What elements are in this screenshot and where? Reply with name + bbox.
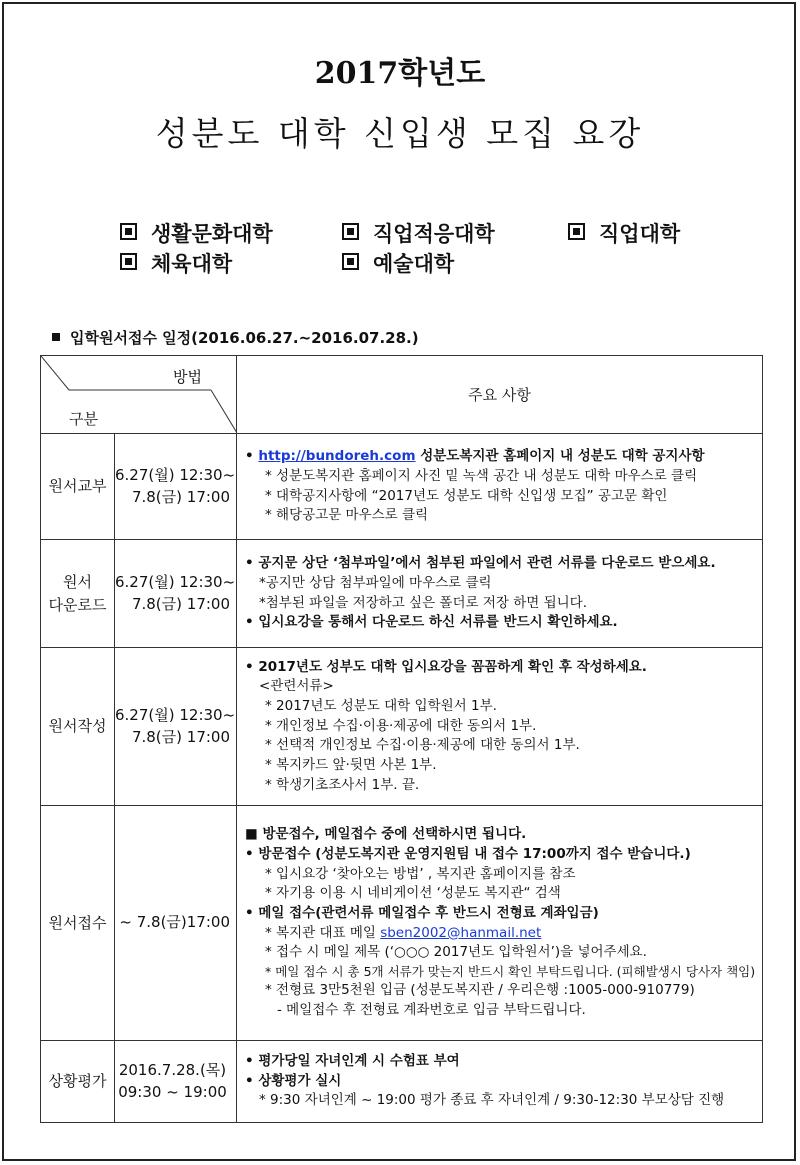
square-bullet-icon — [52, 333, 60, 341]
row-date: 6.27(월) 12:30~ 7.8(금) 17:00 — [115, 540, 237, 648]
row-content — [237, 1041, 763, 1123]
college-item — [120, 218, 273, 248]
header-category: 구분 — [69, 410, 98, 428]
header-main: 주요 사항 — [237, 356, 763, 434]
row-date: 6.27(월) 12:30~ 7.8(금) 17:00 — [115, 434, 237, 540]
list-item: *첨부된 파일을 저장하고 싶은 폴더로 저장 하면 됩니다. — [259, 594, 587, 611]
year-title: 2017학년도 — [314, 56, 486, 91]
row-category: 원서접수 — [41, 806, 115, 1041]
email-link[interactable]: sben2002@hanmail.net — [380, 924, 542, 941]
homepage-link[interactable]: http://bundoreh.com — [258, 448, 416, 465]
list-item: * 전형료 3만5천원 입금 (성분도복지관 / 우리은행 :1005-000-910779) — [265, 982, 695, 999]
list-item: * 해당공고문 마우스로 클릭 — [265, 507, 429, 524]
checkbox-square-icon — [568, 223, 585, 240]
college-name: 직업대학 — [599, 222, 681, 246]
list-item: * 자기용 이용 시 네비게이션 ‘성분도 복지관“ 검색 — [265, 885, 561, 902]
table-row — [41, 648, 763, 806]
list-item: • http://bundoreh.com 성분도복지관 홈페이지 내 성분도 대학 공지사항 — [245, 448, 705, 465]
list-item: * 메일 접수 시 총 5개 서류가 맞는지 반드시 확인 부탁드립니다. (피해발생시 당사자 책임) — [265, 964, 756, 980]
row-content — [237, 540, 763, 648]
row-content — [237, 806, 763, 1041]
list-item: * 개인정보 수집·이용·제공에 대한 동의서 1부. — [265, 717, 537, 734]
row-category: 원서교부 — [41, 434, 115, 540]
list-item: • 평가당일 자녀인계 시 수험표 부여 — [245, 1052, 460, 1069]
row-category: 상황평가 — [41, 1041, 115, 1123]
table-header-row — [41, 356, 763, 434]
row-date: 2016.7.28.(목) 09:30 ~ 19:00 — [115, 1041, 237, 1123]
schedule-table — [40, 355, 763, 1123]
college-name: 직업적응대학 — [373, 222, 495, 246]
college-item — [120, 248, 232, 278]
list-item: * 입시요강 ‘찾아오는 방법’ , 복지관 홈페이지를 참조 — [265, 865, 576, 882]
schedule-title: 입학원서접수 일정(2016.06.27.~2016.07.28.) — [70, 329, 419, 347]
row-date: 6.27(월) 12:30~ 7.8(금) 17:00 — [115, 648, 237, 806]
list-item: • 입시요강을 통해서 다운로드 하신 서류를 반드시 확인하세요. — [245, 614, 618, 631]
list-item: ■ 방문접수, 메일접수 중에 선택하시면 됩니다. — [245, 826, 527, 843]
checkbox-square-icon — [120, 223, 137, 240]
list-item: * 9:30 자녀인계 ~ 19:00 평가 종료 후 자녀인계 / 9:30-12:30 부모상담 진행 — [259, 1092, 725, 1109]
schedule-heading — [52, 327, 419, 348]
college-name: 체육대학 — [151, 252, 233, 276]
main-title: 성분도 대학 신입생 모집 요강 — [155, 114, 645, 153]
list-item: * 선택적 개인정보 수집·이용·제공에 대한 동의서 1부. — [265, 737, 580, 754]
table-row — [41, 434, 763, 540]
row-category: 원서작성 — [41, 648, 115, 806]
table-row — [41, 806, 763, 1041]
list-item: <관련서류> — [259, 678, 334, 695]
college-item — [568, 218, 680, 248]
header-method: 방법 — [173, 368, 202, 386]
table-row — [41, 1041, 763, 1123]
row-content — [237, 434, 763, 540]
college-name: 생활문화대학 — [151, 222, 273, 246]
list-item: • 공지문 상단 ‘첨부파일’에서 첨부된 파일에서 관련 서류를 다운로드 받으세요. — [245, 555, 716, 572]
list-item: • 방문접수 (성분도복지관 운영지원팀 내 접수 17:00까지 접수 받습니다.) — [245, 845, 691, 862]
list-item: - 메일접수 후 전형료 계좌번호로 입금 부탁드립니다. — [277, 1002, 586, 1019]
checkbox-square-icon — [342, 223, 359, 240]
checkbox-square-icon — [120, 253, 137, 270]
table-row — [41, 540, 763, 648]
row-content — [237, 648, 763, 806]
list-item: * 2017년도 성분도 대학 입학원서 1부. — [265, 697, 497, 714]
list-item: • 상황평가 실시 — [245, 1072, 342, 1089]
list-item: * 학생기초조사서 1부. 끝. — [265, 776, 420, 793]
list-item: * 대학공지사항에 “2017년도 성분도 대학 신입생 모집” 공고문 확인 — [265, 487, 668, 504]
college-name: 예술대학 — [373, 252, 455, 276]
college-item — [342, 218, 495, 248]
list-item: *공지만 상담 첨부파일에 마우스로 클릭 — [259, 574, 492, 591]
checkbox-square-icon — [342, 253, 359, 270]
list-item: * 성분도복지관 홈페이지 사진 밑 녹색 공간 내 성분도 대학 마우스로 클릭 — [265, 467, 698, 484]
list-item: • 메일 접수(관련서류 메일접수 후 반드시 전형료 계좌입금) — [245, 905, 599, 922]
row-date: ~ 7.8(금)17:00 — [115, 806, 237, 1041]
list-item: * 접수 시 메일 제목 (‘○○○ 2017년도 입학원서’)을 넣어주세요. — [265, 944, 647, 961]
list-item: * 복지관 대표 메일 sben2002@hanmail.net — [265, 924, 542, 941]
row-category: 원서 다운로드 — [41, 540, 115, 648]
diagonal-header-cell — [41, 356, 237, 434]
college-item — [342, 248, 454, 278]
list-item: • 2017년도 성부도 대학 입시요강을 꼼꼼하게 확인 후 작성하세요. — [245, 658, 647, 675]
list-item: * 복지카드 앞·뒷면 사본 1부. — [265, 757, 437, 774]
